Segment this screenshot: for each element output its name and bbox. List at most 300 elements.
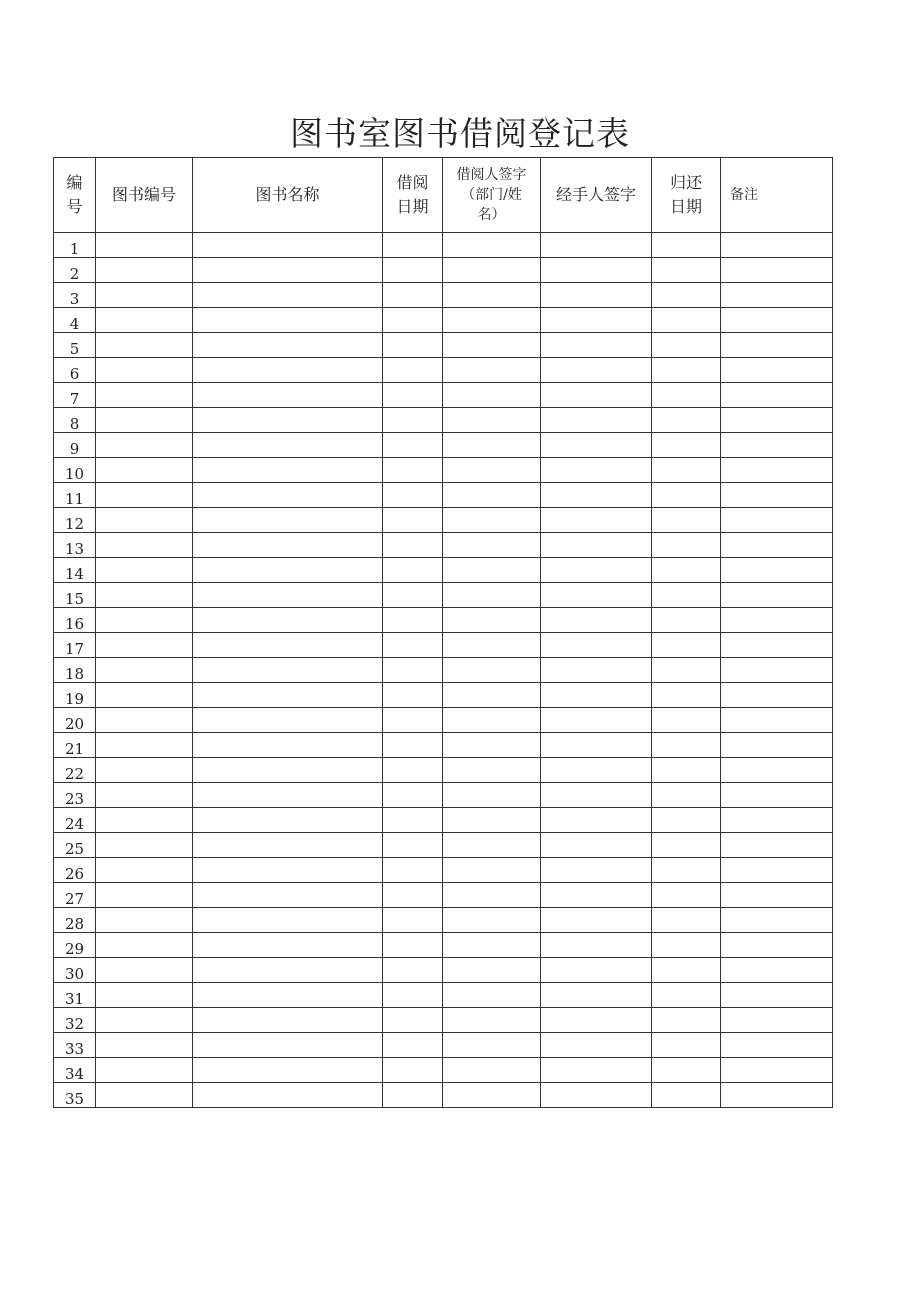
remarks-cell[interactable]	[721, 283, 833, 308]
book-name-cell[interactable]	[193, 783, 383, 808]
handler-signature-cell[interactable]	[541, 1008, 652, 1033]
book-number-cell[interactable]	[96, 858, 193, 883]
book-name-cell[interactable]	[193, 1033, 383, 1058]
borrower-signature-cell[interactable]	[443, 283, 541, 308]
row-number: 12	[54, 508, 96, 533]
book-name-cell[interactable]	[193, 883, 383, 908]
book-name-cell[interactable]	[193, 633, 383, 658]
borrower-signature-cell[interactable]	[443, 233, 541, 258]
borrower-signature-cell[interactable]	[443, 1083, 541, 1108]
return-date-cell[interactable]	[652, 358, 721, 383]
borrow-date-cell[interactable]	[383, 608, 443, 633]
borrower-signature-cell[interactable]	[443, 1058, 541, 1083]
return-date-cell[interactable]	[652, 608, 721, 633]
borrow-date-cell[interactable]	[383, 758, 443, 783]
row-number: 17	[54, 633, 96, 658]
return-date-cell[interactable]	[652, 283, 721, 308]
borrower-signature-cell[interactable]	[443, 458, 541, 483]
borrower-signature-cell[interactable]	[443, 808, 541, 833]
handler-signature-cell[interactable]	[541, 908, 652, 933]
remarks-cell[interactable]	[721, 883, 833, 908]
handler-signature-cell[interactable]	[541, 1083, 652, 1108]
borrow-date-cell[interactable]	[383, 783, 443, 808]
return-date-cell[interactable]	[652, 308, 721, 333]
row-number: 1	[54, 233, 96, 258]
remarks-cell[interactable]	[721, 308, 833, 333]
book-name-cell[interactable]	[193, 283, 383, 308]
remarks-cell[interactable]	[721, 908, 833, 933]
handler-signature-cell[interactable]	[541, 683, 652, 708]
handler-signature-cell[interactable]	[541, 833, 652, 858]
handler-signature-cell[interactable]	[541, 233, 652, 258]
borrow-date-cell[interactable]	[383, 658, 443, 683]
row-number: 5	[54, 333, 96, 358]
return-date-cell[interactable]	[652, 733, 721, 758]
handler-signature-cell[interactable]	[541, 933, 652, 958]
book-number-cell[interactable]	[96, 258, 193, 283]
remarks-cell[interactable]	[721, 583, 833, 608]
handler-signature-cell[interactable]	[541, 808, 652, 833]
borrow-date-cell[interactable]	[383, 833, 443, 858]
borrow-date-cell[interactable]	[383, 408, 443, 433]
borrower-signature-cell[interactable]	[443, 858, 541, 883]
book-number-cell[interactable]	[96, 933, 193, 958]
remarks-cell[interactable]	[721, 658, 833, 683]
borrower-signature-cell[interactable]	[443, 733, 541, 758]
book-number-cell[interactable]	[96, 733, 193, 758]
return-date-cell[interactable]	[652, 958, 721, 983]
table-row	[54, 733, 833, 758]
borrower-signature-cell[interactable]	[443, 308, 541, 333]
return-date-cell[interactable]	[652, 583, 721, 608]
handler-signature-cell[interactable]	[541, 358, 652, 383]
table-row	[54, 808, 833, 833]
return-date-cell[interactable]	[652, 983, 721, 1008]
book-number-cell[interactable]	[96, 1008, 193, 1033]
handler-signature-cell[interactable]	[541, 958, 652, 983]
remarks-cell[interactable]	[721, 783, 833, 808]
handler-signature-cell[interactable]	[541, 408, 652, 433]
book-number-cell[interactable]	[96, 633, 193, 658]
borrower-signature-cell[interactable]	[443, 983, 541, 1008]
handler-signature-cell[interactable]	[541, 258, 652, 283]
row-number: 21	[54, 733, 96, 758]
return-date-cell[interactable]	[652, 658, 721, 683]
borrow-date-cell[interactable]	[383, 733, 443, 758]
book-number-cell[interactable]	[96, 758, 193, 783]
book-name-cell[interactable]	[193, 833, 383, 858]
book-number-cell[interactable]	[96, 233, 193, 258]
borrow-date-cell[interactable]	[383, 933, 443, 958]
book-name-cell[interactable]	[193, 1058, 383, 1083]
book-number-cell[interactable]	[96, 833, 193, 858]
remarks-cell[interactable]	[721, 758, 833, 783]
table-row	[54, 508, 833, 533]
return-date-cell[interactable]	[652, 558, 721, 583]
borrow-date-cell[interactable]	[383, 533, 443, 558]
borrow-date-cell[interactable]	[383, 433, 443, 458]
handler-signature-cell[interactable]	[541, 658, 652, 683]
borrow-date-cell[interactable]	[383, 908, 443, 933]
remarks-cell[interactable]	[721, 683, 833, 708]
book-number-cell[interactable]	[96, 683, 193, 708]
borrower-signature-cell[interactable]	[443, 933, 541, 958]
borrower-signature-cell[interactable]	[443, 758, 541, 783]
row-number: 10	[54, 458, 96, 483]
borrow-date-cell[interactable]	[383, 358, 443, 383]
row-number: 30	[54, 958, 96, 983]
header-handler-signature: 经手人签字	[541, 158, 652, 233]
table-row	[54, 783, 833, 808]
handler-signature-cell[interactable]	[541, 583, 652, 608]
table-row	[54, 408, 833, 433]
borrow-date-cell[interactable]	[383, 333, 443, 358]
row-number: 7	[54, 383, 96, 408]
book-name-cell[interactable]	[193, 358, 383, 383]
row-number: 34	[54, 1058, 96, 1083]
borrower-signature-cell[interactable]	[443, 333, 541, 358]
row-number: 4	[54, 308, 96, 333]
borrow-date-cell[interactable]	[383, 683, 443, 708]
remarks-cell[interactable]	[721, 608, 833, 633]
borrower-signature-cell[interactable]	[443, 583, 541, 608]
book-name-cell[interactable]	[193, 908, 383, 933]
table-row	[54, 933, 833, 958]
table-row	[54, 433, 833, 458]
handler-signature-cell[interactable]	[541, 1033, 652, 1058]
book-number-cell[interactable]	[96, 1033, 193, 1058]
handler-signature-cell[interactable]	[541, 533, 652, 558]
book-name-cell[interactable]	[193, 958, 383, 983]
row-number: 25	[54, 833, 96, 858]
book-number-cell[interactable]	[96, 508, 193, 533]
borrower-signature-cell[interactable]	[443, 683, 541, 708]
book-name-cell[interactable]	[193, 458, 383, 483]
book-name-cell[interactable]	[193, 733, 383, 758]
remarks-cell[interactable]	[721, 708, 833, 733]
book-number-cell[interactable]	[96, 658, 193, 683]
borrow-date-cell[interactable]	[383, 483, 443, 508]
borrower-signature-cell[interactable]	[443, 1008, 541, 1033]
table-row	[54, 833, 833, 858]
book-number-cell[interactable]	[96, 433, 193, 458]
return-date-cell[interactable]	[652, 758, 721, 783]
header-borrow-date: 借阅 日期	[383, 158, 443, 233]
remarks-cell[interactable]	[721, 1008, 833, 1033]
book-name-cell[interactable]	[193, 533, 383, 558]
borrower-signature-cell[interactable]	[443, 483, 541, 508]
remarks-cell[interactable]	[721, 433, 833, 458]
table-row	[54, 1083, 833, 1108]
table-row	[54, 608, 833, 633]
borrowing-register-table	[53, 157, 833, 1108]
borrower-signature-cell[interactable]	[443, 608, 541, 633]
borrower-signature-cell[interactable]	[443, 708, 541, 733]
borrow-date-cell[interactable]	[383, 708, 443, 733]
remarks-cell[interactable]	[721, 1033, 833, 1058]
return-date-cell[interactable]	[652, 808, 721, 833]
return-date-cell[interactable]	[652, 433, 721, 458]
handler-signature-cell[interactable]	[541, 883, 652, 908]
handler-signature-cell[interactable]	[541, 708, 652, 733]
borrow-date-cell[interactable]	[383, 883, 443, 908]
borrow-date-cell[interactable]	[383, 1033, 443, 1058]
table-row	[54, 883, 833, 908]
book-number-cell[interactable]	[96, 708, 193, 733]
book-name-cell[interactable]	[193, 858, 383, 883]
book-name-cell[interactable]	[193, 483, 383, 508]
borrower-signature-cell[interactable]	[443, 1033, 541, 1058]
book-name-cell[interactable]	[193, 758, 383, 783]
book-number-cell[interactable]	[96, 283, 193, 308]
table-row	[54, 583, 833, 608]
book-name-cell[interactable]	[193, 583, 383, 608]
row-number: 3	[54, 283, 96, 308]
book-name-cell[interactable]	[193, 433, 383, 458]
book-number-cell[interactable]	[96, 958, 193, 983]
borrow-date-cell[interactable]	[383, 983, 443, 1008]
remarks-cell[interactable]	[721, 733, 833, 758]
book-name-cell[interactable]	[193, 608, 383, 633]
remarks-cell[interactable]	[721, 533, 833, 558]
return-date-cell[interactable]	[652, 533, 721, 558]
borrow-date-cell[interactable]	[383, 283, 443, 308]
book-number-cell[interactable]	[96, 608, 193, 633]
book-name-cell[interactable]	[193, 983, 383, 1008]
borrower-signature-cell[interactable]	[443, 958, 541, 983]
book-number-cell[interactable]	[96, 358, 193, 383]
row-number: 13	[54, 533, 96, 558]
borrow-date-cell[interactable]	[383, 558, 443, 583]
row-number: 27	[54, 883, 96, 908]
handler-signature-cell[interactable]	[541, 783, 652, 808]
handler-signature-cell[interactable]	[541, 858, 652, 883]
book-number-cell[interactable]	[96, 533, 193, 558]
return-date-cell[interactable]	[652, 483, 721, 508]
return-date-cell[interactable]	[652, 933, 721, 958]
remarks-cell[interactable]	[721, 933, 833, 958]
remarks-cell[interactable]	[721, 983, 833, 1008]
borrow-date-cell[interactable]	[383, 1008, 443, 1033]
book-number-cell[interactable]	[96, 883, 193, 908]
row-number: 9	[54, 433, 96, 458]
book-name-cell[interactable]	[193, 683, 383, 708]
book-name-cell[interactable]	[193, 308, 383, 333]
return-date-cell[interactable]	[652, 1008, 721, 1033]
return-date-cell[interactable]	[652, 508, 721, 533]
remarks-cell[interactable]	[721, 633, 833, 658]
book-name-cell[interactable]	[193, 333, 383, 358]
table-row	[54, 708, 833, 733]
borrower-signature-cell[interactable]	[443, 633, 541, 658]
handler-signature-cell[interactable]	[541, 483, 652, 508]
book-number-cell[interactable]	[96, 908, 193, 933]
return-date-cell[interactable]	[652, 833, 721, 858]
book-number-cell[interactable]	[96, 808, 193, 833]
row-number: 11	[54, 483, 96, 508]
table-row	[54, 658, 833, 683]
handler-signature-cell[interactable]	[541, 383, 652, 408]
handler-signature-cell[interactable]	[541, 1058, 652, 1083]
handler-signature-cell[interactable]	[541, 633, 652, 658]
book-name-cell[interactable]	[193, 658, 383, 683]
handler-signature-cell[interactable]	[541, 283, 652, 308]
table-row	[54, 983, 833, 1008]
borrower-signature-cell[interactable]	[443, 908, 541, 933]
return-date-cell[interactable]	[652, 408, 721, 433]
book-number-cell[interactable]	[96, 483, 193, 508]
remarks-cell[interactable]	[721, 358, 833, 383]
borrow-date-cell[interactable]	[383, 508, 443, 533]
book-number-cell[interactable]	[96, 1058, 193, 1083]
book-name-cell[interactable]	[193, 1008, 383, 1033]
book-number-cell[interactable]	[96, 1083, 193, 1108]
borrower-signature-cell[interactable]	[443, 433, 541, 458]
header-remarks: 备注	[721, 158, 833, 233]
return-date-cell[interactable]	[652, 858, 721, 883]
borrow-date-cell[interactable]	[383, 958, 443, 983]
borrower-signature-cell[interactable]	[443, 383, 541, 408]
table-row	[54, 533, 833, 558]
remarks-cell[interactable]	[721, 558, 833, 583]
book-number-cell[interactable]	[96, 783, 193, 808]
handler-signature-cell[interactable]	[541, 308, 652, 333]
return-date-cell[interactable]	[652, 883, 721, 908]
row-number: 32	[54, 1008, 96, 1033]
return-date-cell[interactable]	[652, 1058, 721, 1083]
borrow-date-cell[interactable]	[383, 233, 443, 258]
row-number: 18	[54, 658, 96, 683]
remarks-cell[interactable]	[721, 858, 833, 883]
return-date-cell[interactable]	[652, 1083, 721, 1108]
handler-signature-cell[interactable]	[541, 433, 652, 458]
row-number: 33	[54, 1033, 96, 1058]
return-date-cell[interactable]	[652, 383, 721, 408]
borrower-signature-cell[interactable]	[443, 358, 541, 383]
table-row	[54, 383, 833, 408]
handler-signature-cell[interactable]	[541, 733, 652, 758]
borrow-date-cell[interactable]	[383, 308, 443, 333]
book-name-cell[interactable]	[193, 258, 383, 283]
remarks-cell[interactable]	[721, 383, 833, 408]
book-name-cell[interactable]	[193, 508, 383, 533]
borrower-signature-cell[interactable]	[443, 533, 541, 558]
borrow-date-cell[interactable]	[383, 808, 443, 833]
handler-signature-cell[interactable]	[541, 608, 652, 633]
book-name-cell[interactable]	[193, 933, 383, 958]
borrow-date-cell[interactable]	[383, 458, 443, 483]
borrower-signature-cell[interactable]	[443, 883, 541, 908]
row-number: 35	[54, 1083, 96, 1108]
remarks-cell[interactable]	[721, 483, 833, 508]
row-number: 29	[54, 933, 96, 958]
remarks-cell[interactable]	[721, 958, 833, 983]
borrower-signature-cell[interactable]	[443, 558, 541, 583]
borrower-signature-cell[interactable]	[443, 258, 541, 283]
borrow-date-cell[interactable]	[383, 583, 443, 608]
handler-signature-cell[interactable]	[541, 983, 652, 1008]
remarks-cell[interactable]	[721, 233, 833, 258]
return-date-cell[interactable]	[652, 633, 721, 658]
borrower-signature-cell[interactable]	[443, 408, 541, 433]
book-name-cell[interactable]	[193, 808, 383, 833]
row-number: 14	[54, 558, 96, 583]
borrower-signature-cell[interactable]	[443, 658, 541, 683]
return-date-cell[interactable]	[652, 233, 721, 258]
book-number-cell[interactable]	[96, 558, 193, 583]
book-name-cell[interactable]	[193, 708, 383, 733]
return-date-cell[interactable]	[652, 683, 721, 708]
remarks-cell[interactable]	[721, 508, 833, 533]
remarks-cell[interactable]	[721, 408, 833, 433]
handler-signature-cell[interactable]	[541, 333, 652, 358]
table-row	[54, 333, 833, 358]
row-number: 16	[54, 608, 96, 633]
handler-signature-cell[interactable]	[541, 458, 652, 483]
handler-signature-cell[interactable]	[541, 758, 652, 783]
book-name-cell[interactable]	[193, 1083, 383, 1108]
book-number-cell[interactable]	[96, 458, 193, 483]
book-number-cell[interactable]	[96, 583, 193, 608]
header-row	[54, 158, 833, 233]
borrower-signature-cell[interactable]	[443, 783, 541, 808]
table-row	[54, 558, 833, 583]
header-number: 编 号	[54, 158, 96, 233]
return-date-cell[interactable]	[652, 458, 721, 483]
borrow-date-cell[interactable]	[383, 858, 443, 883]
book-name-cell[interactable]	[193, 558, 383, 583]
borrow-date-cell[interactable]	[383, 1058, 443, 1083]
handler-signature-cell[interactable]	[541, 558, 652, 583]
borrow-date-cell[interactable]	[383, 383, 443, 408]
remarks-cell[interactable]	[721, 808, 833, 833]
remarks-cell[interactable]	[721, 1058, 833, 1083]
handler-signature-cell[interactable]	[541, 508, 652, 533]
book-number-cell[interactable]	[96, 408, 193, 433]
return-date-cell[interactable]	[652, 1033, 721, 1058]
table-row	[54, 1008, 833, 1033]
table-row	[54, 908, 833, 933]
return-date-cell[interactable]	[652, 333, 721, 358]
book-name-cell[interactable]	[193, 408, 383, 433]
book-name-cell[interactable]	[193, 383, 383, 408]
borrower-signature-cell[interactable]	[443, 508, 541, 533]
book-number-cell[interactable]	[96, 983, 193, 1008]
table-body	[54, 233, 833, 1108]
return-date-cell[interactable]	[652, 708, 721, 733]
book-number-cell[interactable]	[96, 333, 193, 358]
return-date-cell[interactable]	[652, 258, 721, 283]
remarks-cell[interactable]	[721, 258, 833, 283]
borrow-date-cell[interactable]	[383, 258, 443, 283]
book-number-cell[interactable]	[96, 308, 193, 333]
borrow-date-cell[interactable]	[383, 633, 443, 658]
return-date-cell[interactable]	[652, 908, 721, 933]
remarks-cell[interactable]	[721, 333, 833, 358]
borrow-date-cell[interactable]	[383, 1083, 443, 1108]
book-name-cell[interactable]	[193, 233, 383, 258]
remarks-cell[interactable]	[721, 833, 833, 858]
row-number: 31	[54, 983, 96, 1008]
remarks-cell[interactable]	[721, 1083, 833, 1108]
table-row	[54, 1058, 833, 1083]
row-number: 22	[54, 758, 96, 783]
remarks-cell[interactable]	[721, 458, 833, 483]
table-row	[54, 458, 833, 483]
book-number-cell[interactable]	[96, 383, 193, 408]
return-date-cell[interactable]	[652, 783, 721, 808]
borrower-signature-cell[interactable]	[443, 833, 541, 858]
